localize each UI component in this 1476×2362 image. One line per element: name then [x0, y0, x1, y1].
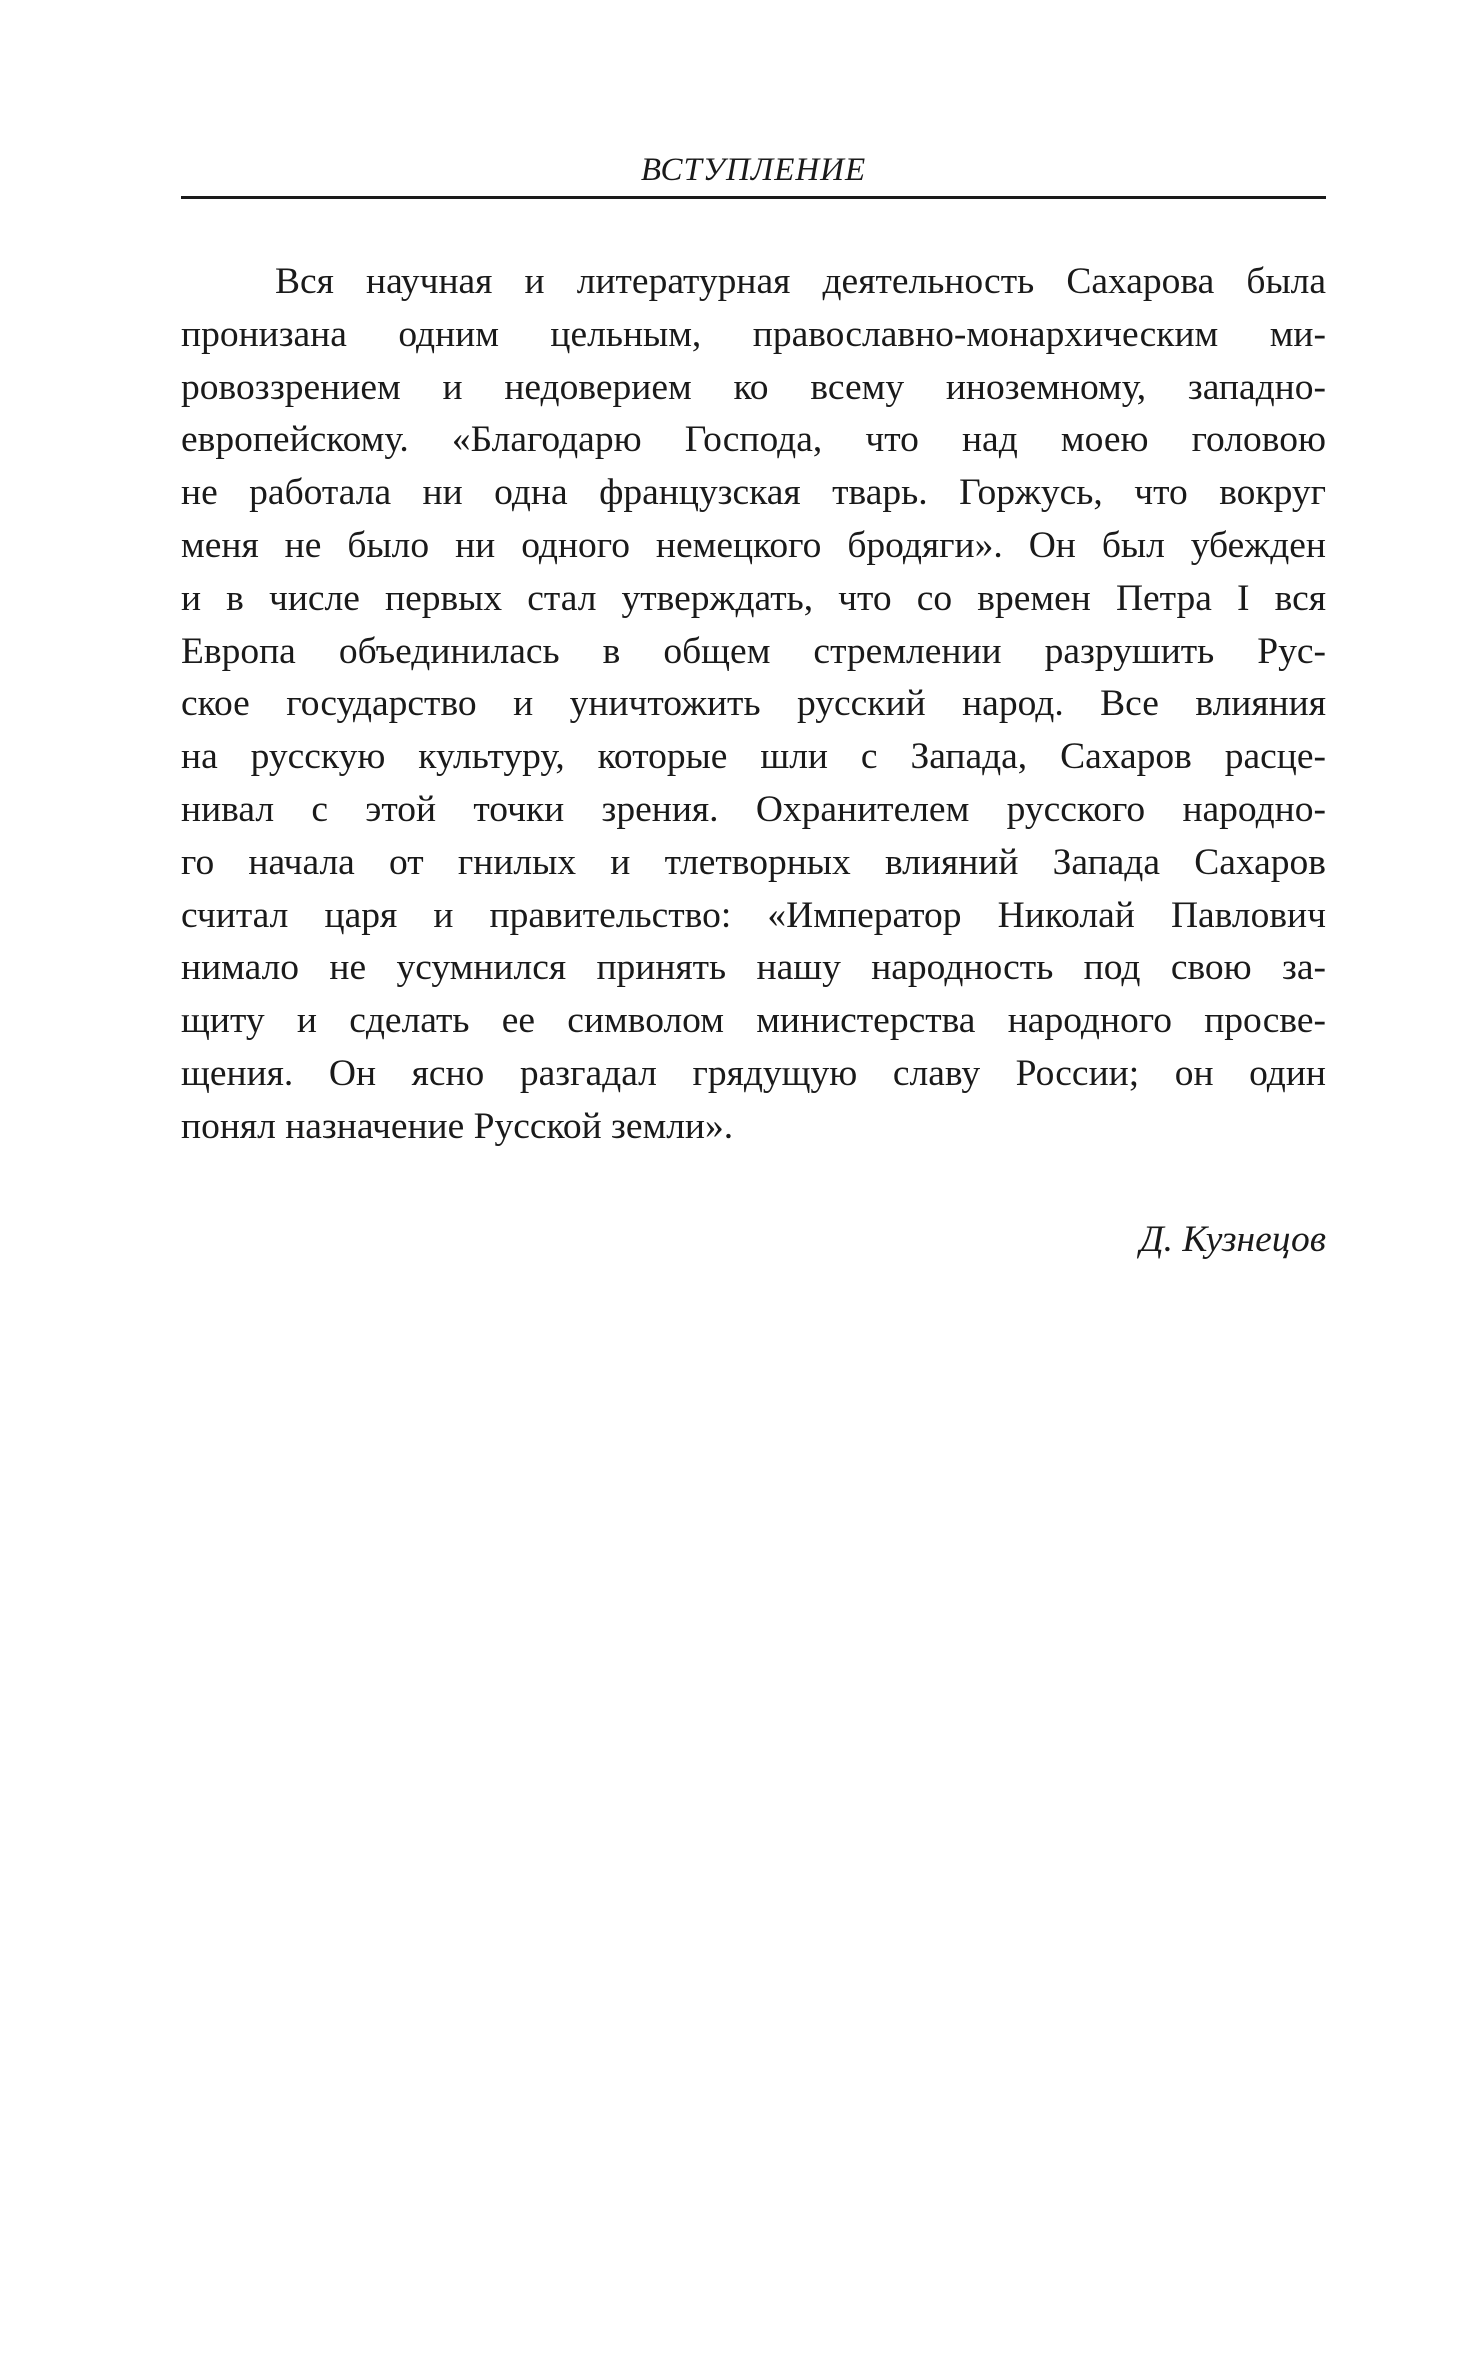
text-line: не работала ни одна французская тварь. Горжусь, что вокруг	[181, 472, 1326, 514]
text-line: нимало не усумнился принять нашу народность под свою за-	[181, 947, 1326, 989]
text-line: и в числе первых стал утверждать, что со времен Петра I вся	[181, 577, 1326, 619]
body-paragraph	[181, 256, 1326, 1154]
text-line: на русскую культуру, которые шли с Запада, Сахаров расце-	[181, 736, 1326, 778]
running-title: ВСТУПЛЕНИЕ	[640, 152, 867, 188]
text-line: Вся научная и литературная деятельность Сахарова была	[275, 261, 1326, 302]
author-signature: Д. Кузнецов	[1139, 1219, 1326, 1260]
text-line: нивал с этой точки зрения. Охранителем русского народно-	[181, 788, 1326, 830]
text-line: го начала от гнилых и тлетворных влияний Запада Сахаров	[181, 841, 1326, 883]
header-rule	[181, 196, 1326, 199]
text-line: меня не было ни одного немецкого бродяги». Он был убежден	[181, 524, 1326, 566]
text-line: ское государство и уничтожить русский народ. Все влияния	[181, 683, 1326, 725]
text-line: понял назначение Русской земли».	[181, 1105, 734, 1147]
text-line: пронизана одним цельным, православно-монархическим ми-	[181, 313, 1326, 355]
book-page	[181, 0, 1326, 2362]
text-line: европейскому. «Благодарю Господа, что над моею головою	[181, 419, 1326, 461]
text-line: ровоззрением и недоверием ко всему иноземному, западно-	[181, 366, 1326, 408]
text-line: Европа объединилась в общем стремлении разрушить Рус-	[181, 630, 1326, 672]
text-line: щиту и сделать ее символом министерства народного просве-	[181, 1000, 1326, 1042]
text-line: считал царя и правительство: «Император Николай Павлович	[181, 894, 1326, 936]
text-line: щения. Он ясно разгадал грядущую славу России; он один	[181, 1052, 1326, 1094]
